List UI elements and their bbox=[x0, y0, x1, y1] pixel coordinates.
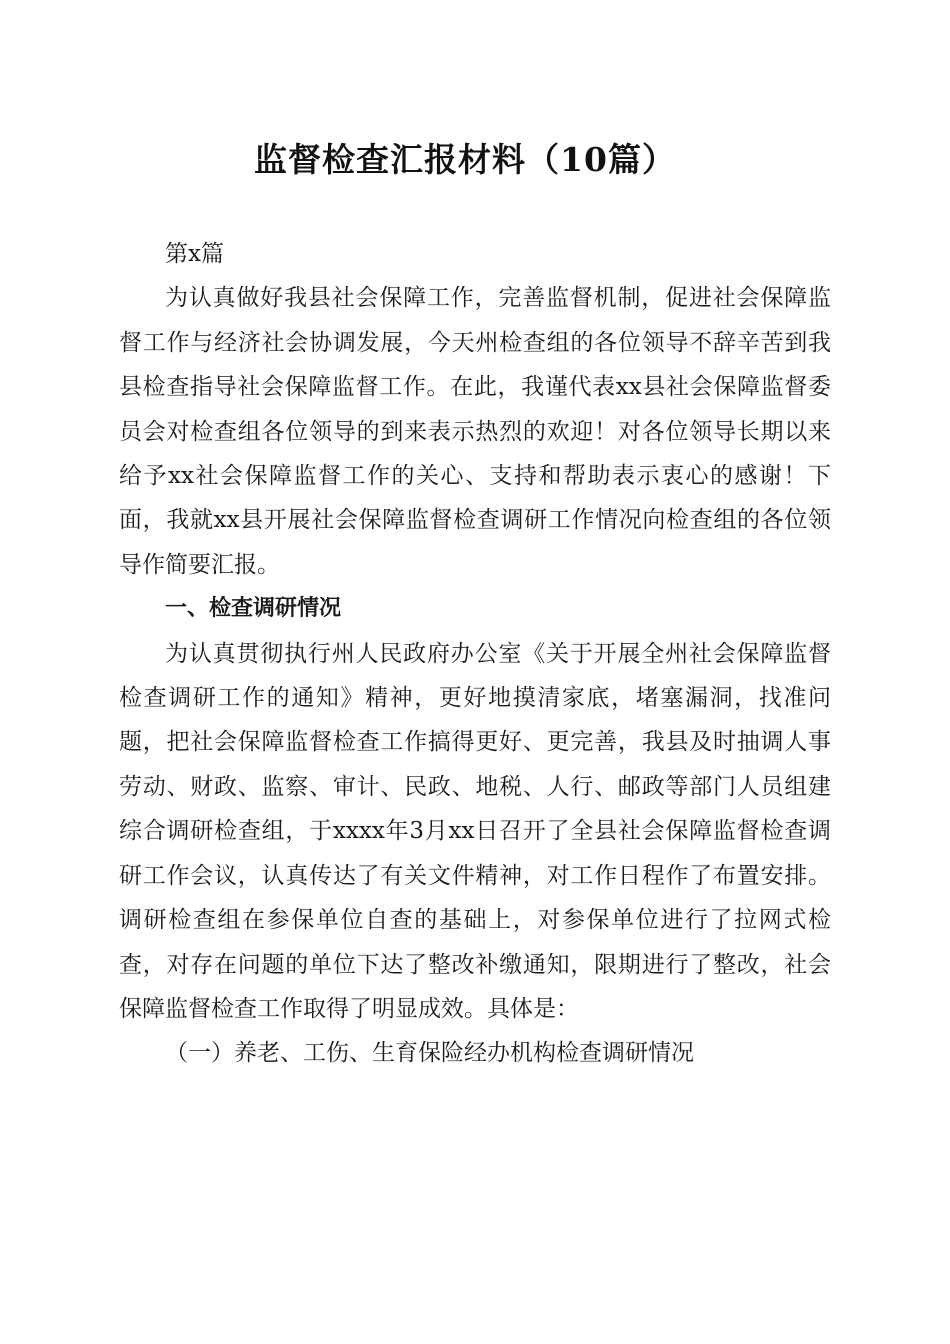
article-label: 第x篇 bbox=[165, 241, 224, 267]
section-paragraph: 为认真贯彻执行州人民政府办公室《关于开展全州社会保障监督检查调研工作的通知》精神，更好地摸清家底，堵塞漏洞，找准问题，把社会保障监督检查工作搞得更好、更完善，我县及时抽调人事劳动、财政、监察、审计、民政、地税、人行、邮政等部门人员组建综合调研检查组，于xxxx年3月xx日召开了全县社会保障监督检查调研工作会议，认真传达了有关文件精神，对工作日程作了布置安排。调研检查组在参保单位自查的基础上，对参保单位进行了拉网式检查，对存在问题的单位下达了整改补缴通知，限期进行了整改，社会保障监督检查工作取得了明显成效。具体是： bbox=[119, 640, 831, 1022]
document-body bbox=[119, 232, 831, 1076]
document-title: 监督检查汇报材料（10篇） bbox=[254, 140, 676, 179]
intro-paragraph: 为认真做好我县社会保障工作，完善监督机制，促进社会保障监督工作与经济社会协调发展，今天州检查组的各位领导不辞辛苦到我县检查指导社会保障监督工作。在此，我谨代表xx县社会保障监督委员会对检查组各位领导的到来表示热烈的欢迎！对各位领导长期以来给予xx社会保障监督工作的关心、支持和帮助表示衷心的感谢！下面，我就xx县开展社会保障监督检查调研工作情况向检查组的各位领导作简要汇报。 bbox=[119, 285, 831, 578]
subsection-heading: （一）养老、工伤、生育保险经办机构检查调研情况 bbox=[165, 1040, 694, 1067]
section-heading: 一、检查调研情况 bbox=[165, 596, 342, 622]
